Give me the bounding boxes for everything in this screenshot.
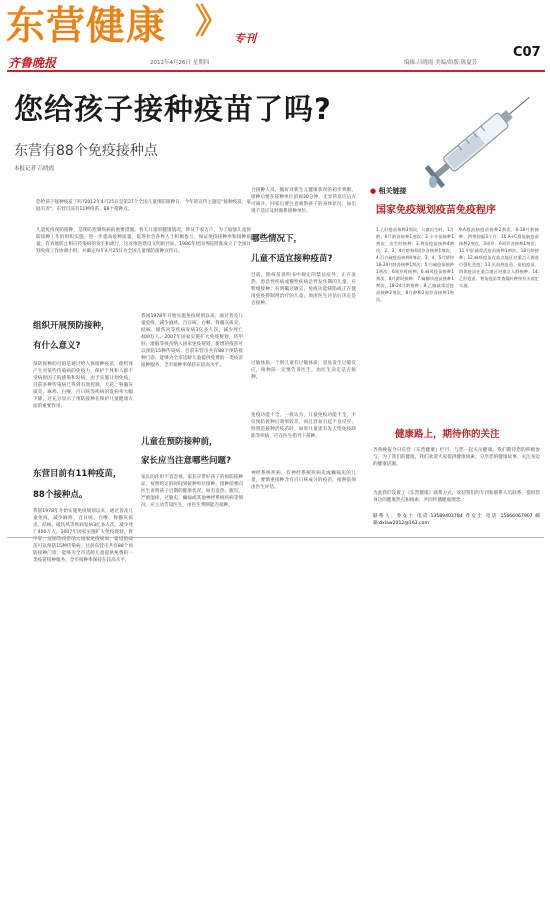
section-heading: 组织开展预防接种， xyxy=(33,321,110,331)
section-heading: 哪些情况下， xyxy=(251,234,303,244)
body-paragraph: 免疫功能不全，一般认为，儿童免疫功能不全，不仅预防接种后效果较差，而且容易引起不良反应，特别是接种活疫苗时，如果儿童患有先天性免疫缺陷等疾病，应在医生指导下接种。 xyxy=(251,413,356,439)
subheadline: 东营有88个免疫接种点 xyxy=(14,143,158,159)
section-heading: 东营目前有11种疫苗， xyxy=(33,469,122,479)
attention-box-title: 健康路上，期待你的关注 xyxy=(395,429,500,440)
body-paragraph: 合接种人员，做好对新生儿健康状况的初步判断，接种后要在接种单位留观30分钟，无异常反应后方可离开。回家后要注意观察孩子的身体状况，如出现不适应及时联系接种单位。 xyxy=(251,188,356,214)
section-heading: 儿童在预防接种前， xyxy=(141,437,218,447)
paper-logo: 齐鲁晚报 xyxy=(8,56,57,70)
editor-line: 编辑:吕晓霞 美编/组版:陈夏芳 xyxy=(404,60,478,66)
link-bullet-icon: ● xyxy=(370,187,377,195)
body-paragraph: 家长的作用不容忽视。家长应带好孩子的预防接种证，按照约定的时间到接种单位接种。接种前要向医生说明孩子近期的健康状况，如有发热、腹泻、严重湿疹、过敏史、癫痫或其他神经系统疾病等情况，应主动告知医生，由医生判断能否接种。 xyxy=(141,475,243,508)
date-line: 2012年4月26日 星期四 xyxy=(150,60,210,66)
section-quote-mark: 》 xyxy=(195,2,229,42)
section-heading: 88个接种点。 xyxy=(33,490,88,500)
section-heading: 有什么意义? xyxy=(33,341,81,351)
sidebar-title: 国家免疫规划疫苗免疫程序 xyxy=(376,205,496,216)
section-title: 东营健康 xyxy=(6,4,167,49)
intro-paragraph: 您给孩子接种疫苗了吗?2012年4月25日是第27个全国儿童预防接种日，今年的宣传主题是"接种疫苗，家庭有责"。东营目前有11种疫苗、88个接种点。 xyxy=(36,200,251,212)
contact-line: 联系人：乔女士 电话:13589403784 乔女士 电话 15666067907 邮箱:dxlaw2012@163.com xyxy=(373,514,540,526)
sidebar-schedule-left: 1.乙肝疫苗接种3剂次，儿童出生时、1月龄、6月龄各接种1剂次；2.卡介苗接种1剂次，出生时接种；3.脊灰疫苗接种4剂次，2、3、4月龄和4周岁各接种1剂次；4.百白破疫苗接种4剂次，3、4、5月龄和18-24月龄各接种1剂次；5.白破疫苗接种1剂次，6周岁时接种；6.麻风疫苗接种1剂次，8月龄时接种；7.麻腮风疫苗接种1剂次，18-24月龄接种；8.乙脑减毒活疫苗接种2剂次，8月龄和2周岁各接种1剂次。 xyxy=(376,227,454,302)
body-paragraph: 过敏体质，个别儿童有过敏体质，容易发生过敏反应，接种前一定要告诉医生，由医生决定是否接种。 xyxy=(251,361,356,380)
headline: 您给孩子接种疫苗了吗? xyxy=(14,92,332,126)
attention-box-text: 为此我们设置了《东营健康》联系方式，欢迎我们的专刊和联系人员联系，提供您身边的健康热点和线索，共同传播健康理念。 xyxy=(373,491,540,503)
body-paragraph: 我国1978年开始实施免疫规划以来，通过普及儿童免疫，减少麻疹、百日咳、白喉、脊髓灰质炎、结核、破伤风等疾病发病3亿多人次，减少死亡400万人。2007年国家实施扩大免疫规划，将甲肝、流脑等疫苗纳入国家免疫规划，新增的疫苗可以预防15种传染病。目前东营市共有88个预防接种门诊，能够为全市适龄儿童提供免费的一类疫苗接种服务，全市接种率保持在较高水平。 xyxy=(33,509,133,563)
body-paragraph: 预防接种的目的是通过给人体接种疫苗，使机体产生对某些传染病的免疫力，保护个体和人群不受病原因子的感染和发病。由于实施计划免疫，目前多种传染病已得到有效控制，天花、脊髓灰质炎、麻疹、白喉、百日咳等疾病的发病率大幅下降，这充分显示了预防接种在保护儿童健康方面的重要作用。 xyxy=(33,362,133,409)
sidebar-schedule-right: 9.A群流脑疫苗接种2剂次，6-18月龄接种，两剂间隔3个月；10.A+C群流脑疫苗接种2剂次，3周岁、6周岁各接种1剂次；11.甲肝减毒活疫苗接种1剂次，18月龄接种；12.麻疹疫苗在重点地区对重点人群进行强化免疫；13.出血热疫苗、炭疽疫苗、钩体疫苗在重点地区对重点人群接种；14.乙肝疫苗、脊灰疫苗等查漏补种按有关规定实施。 xyxy=(459,227,539,288)
body-paragraph: 我国1978年开始实施免疫规划以来，通过普及儿童免疫，减少麻疹、百日咳、白喉、脊髓灰质炎、结核、破伤风等疾病发病3亿多人次，减少死亡400万人。2007年国家实施扩大免疫规划，将甲肝、流脑等疫苗纳入国家免疫规划，新增的疫苗可以预防15种传染病。目前东营市共有88个预防接种门诊，能够为全市适龄儿童提供免费的一类疫苗接种服务，全市接种率保持在较高水平。 xyxy=(141,314,243,368)
section-heading: 家长应当注意哪些问题? xyxy=(141,456,231,466)
intro-paragraph: 儿童免疫预防接种，是预防控制疾病的重要措施。春天儿童的健康情况，涉及千家万户。为了加强儿童预防接种工作的组织实施，进一步提高接种质量，促进社会各界人士积极参与，保证免疫接种率和接种质量，有效地防止相应传染病的发生和流行，这对推进建设文明的目标，1986年经国务院批准成立了全国计划免疫工作协调小组，并确定每年4月25日为全国儿童预防接种宣传日。 xyxy=(36,228,251,254)
body-paragraph: 神经系统疾病，有神经系统疾病史或癫痫史的儿童，要慎重接种含有百日咳成分的疫苗，接种前须由医生评估。 xyxy=(251,471,356,490)
page-number: C07 xyxy=(513,45,541,60)
byline: 本报记者 吕晓霞 xyxy=(14,166,55,172)
section-heading: 儿童不适宜接种疫苗? xyxy=(251,254,333,264)
article-frame xyxy=(7,72,544,563)
attention-box-text: 齐鲁晚报今日东营《东营健康》栏目，与您一起关注健康。我们期待您的积极参与，为了我们的健康，我们欢迎大家提供健康线索，分享您的健康故事，关注身边的健康话题。 xyxy=(373,448,540,467)
body-paragraph: 目前，除疫苗说明书中规定的禁忌症外，正在发热、患急性疾病或慢性疾病急性发作期的儿童，应暂缓接种；有明确过敏史、免疫功能缺陷或正在使用免疫抑制剂治疗的儿童，须由医生评估后决定是否接种。 xyxy=(251,273,356,306)
tag-label: 专刊 xyxy=(234,32,256,45)
sidebar-link-text: 相关链接 xyxy=(378,187,407,195)
